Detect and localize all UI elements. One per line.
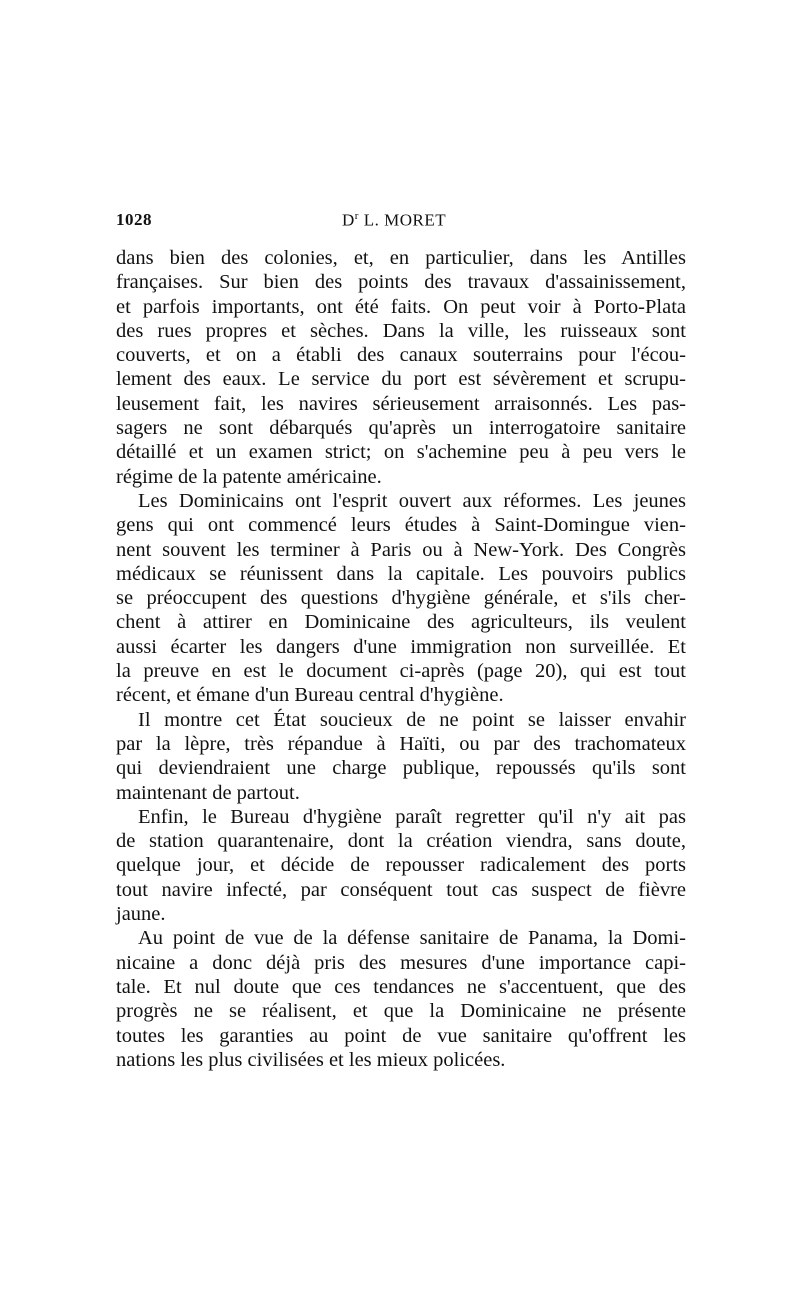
text-line: nations les plus civilisées et les mieux policées. [116,1048,506,1071]
text-line: Il montre cet État soucieux de ne point se laisser envahir [138,708,686,731]
author-surname: L. MORET [358,210,447,230]
running-head [116,210,684,236]
text-line: tout navire infecté, par conséquent tout cas suspect de fièvre [116,878,686,901]
text-line: Au point de vue de la défense sanitaire de Panama, la Domi- [138,927,686,950]
text-line: quelque jour, et décide de repousser radicalement des ports [116,854,686,877]
text-line: chent à attirer en Dominicaine des agriculteurs, ils veulent [116,611,686,634]
text-line: couverts, et on a établi des canaux souterrains pour l'écou- [116,344,686,367]
text-line: et parfois importants, ont été faits. On peut voir à Porto-Plata [116,295,686,318]
text-line: des rues propres et sèches. Dans la ville, les ruisseaux sont [116,319,686,342]
text-line: détaillé et un examen strict; on s'achemine peu à peu vers le [116,441,686,464]
text-line: par la lèpre, très répandue à Haïti, ou par des trachomateux [116,732,686,755]
text-line: maintenant de partout. [116,781,300,804]
text-line: régime de la patente américaine. [116,465,382,488]
text-line: nent souvent les terminer à Paris ou à New-York. Des Congrès [116,538,686,561]
text-line: sagers ne sont débarqués qu'après un interrogatoire sanitaire [116,417,686,440]
paragraph [116,708,686,805]
author-prefix: D [342,210,355,230]
text-line: jaune. [116,903,166,926]
text-line: Les Dominicains ont l'esprit ouvert aux réformes. Les jeunes [138,489,686,512]
page-number: 1028 [116,210,152,229]
author-title-superscript: r [354,210,359,222]
text-line: la preuve en est le document ci-après (page 20), qui est tout [116,660,686,683]
text-line: récent, et émane d'un Bureau central d'hygiène. [116,684,504,707]
text-line: dans bien des colonies, et, en particulier, dans les Antilles [116,247,686,269]
text-line: aussi écarter les dangers d'une immigration non surveillée. Et [116,635,686,658]
body-text [116,246,686,1072]
text-line: lement des eaux. Le service du port est sévèrement et scrupu- [116,368,686,391]
text-line: de station quarantenaire, dont la création viendra, sans doute, [116,830,686,853]
text-line: toutes les garanties au point de vue sanitaire qu'offrent les [116,1024,686,1047]
text-line: leusement fait, les navires sérieusement arraisonnés. Les pas- [116,392,686,415]
paragraph [116,489,686,708]
text-line: gens qui ont commencé leurs études à Saint-Domingue vien- [116,514,686,537]
text-line: se préoccupent des questions d'hygiène générale, et s'ils cher- [116,587,686,610]
text-line: tale. Et nul doute que ces tendances ne s'accentuent, que des [116,975,686,998]
author-name [342,210,446,231]
paragraph [116,926,686,1072]
text-line: médicaux se réunissent dans la capitale. Les pouvoirs publics [116,562,686,585]
paragraph [116,246,686,489]
text-line: françaises. Sur bien des points des travaux d'assainissement, [116,271,686,294]
text-line: Enfin, le Bureau d'hygiène paraît regretter qu'il n'y ait pas [138,805,686,828]
text-line: qui deviendraient une charge publique, repoussés qu'ils sont [116,757,686,780]
text-line: progrès ne se réalisent, et que la Dominicaine ne présente [116,1000,686,1023]
text-line: nicaine a donc déjà pris des mesures d'une importance capi- [116,951,686,974]
paragraph [116,805,686,926]
